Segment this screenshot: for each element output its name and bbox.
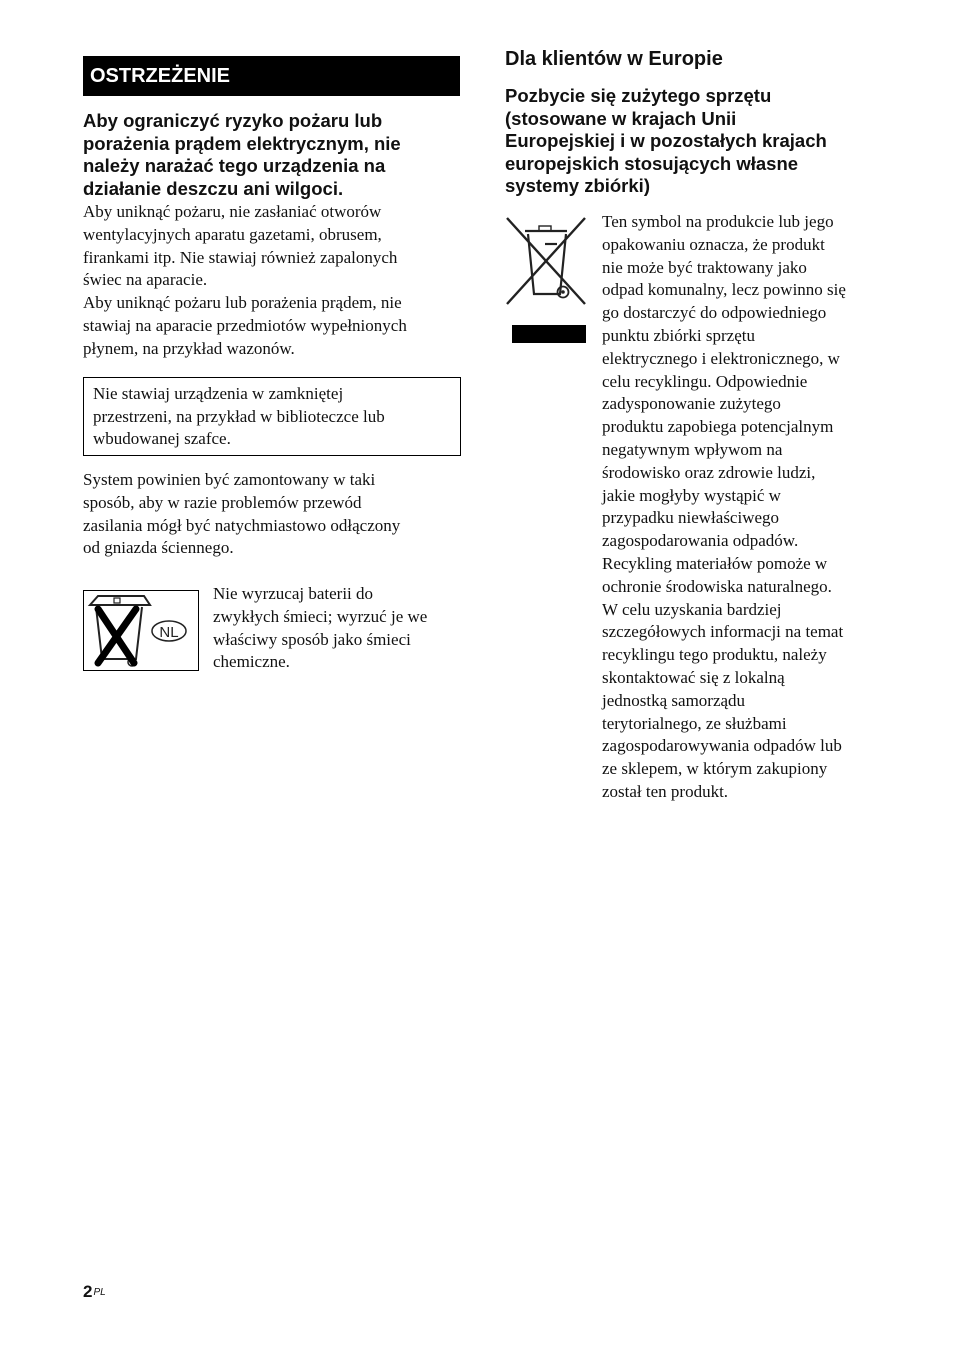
text-line: płynem, na przykład wazonów. xyxy=(83,338,295,358)
text-line: punktu zbiórki sprzętu xyxy=(602,325,755,345)
weee-bin-icon xyxy=(505,216,587,346)
text-line: Aby uniknąć pożaru lub porażenia prądem, nie xyxy=(83,293,402,313)
text-line: wbudowanej szafce. xyxy=(93,429,231,448)
heading-line: Aby ograniczyć ryzyko pożaru lub xyxy=(83,110,383,131)
text-line: opakowaniu oznacza, że produkt xyxy=(602,234,825,254)
disposal-heading xyxy=(505,85,885,198)
mounting-paragraph xyxy=(83,469,463,560)
text-line: chemiczne. xyxy=(213,652,290,672)
enclosed-space-notice xyxy=(83,377,461,456)
text-line: Nie stawiaj urządzenia w zamkniętej xyxy=(93,384,344,403)
text-line: właściwy sposób jako śmieci xyxy=(213,629,411,649)
text-line: celu recyklingu. Odpowiednie xyxy=(602,371,808,391)
text-line: recyklingu tego produktu, należy xyxy=(602,645,827,665)
page-number-value: 2 xyxy=(83,1282,93,1301)
warning-heading xyxy=(83,110,461,200)
text-line: sposób, aby w razie problemów przewód xyxy=(83,492,362,512)
text-line: Aby uniknąć pożaru, nie zasłaniać otworów xyxy=(83,202,382,221)
text-line: skontaktować się z lokalną xyxy=(602,667,785,687)
text-line: świec na aparacie. xyxy=(83,270,208,290)
text-line: zagospodarowania odpadów. xyxy=(602,531,799,551)
text-line: go dostarczyć do odpowiedniego xyxy=(602,303,827,323)
text-line: negatywnym wpływom na xyxy=(602,439,783,459)
text-line: odpad komunalny, lecz powinno się xyxy=(602,280,846,300)
text-line: System powinien być zamontowany w taki xyxy=(83,470,376,489)
text-line: został ten produkt. xyxy=(602,781,729,801)
text-line: szczegółowych informacji na temat xyxy=(602,622,844,642)
europe-title: Dla klientów w Europie xyxy=(505,48,723,70)
text-line: W celu uzyskania bardziej xyxy=(602,599,782,619)
text-line: nie może być traktowany jako xyxy=(602,257,807,277)
heading-line: europejskich stosujących własne xyxy=(505,152,799,174)
heading-line: systemy zbiórki) xyxy=(505,175,650,196)
heading-line: porażenia prądem elektrycznym, nie xyxy=(83,132,401,154)
page-number xyxy=(83,1282,106,1302)
text-line: elektrycznego i elektronicznego, w xyxy=(602,348,840,368)
heading-line: należy narażać tego urządzenia na xyxy=(83,155,386,176)
heading-line: działanie deszczu ani wilgoci. xyxy=(83,177,344,199)
text-line: od gniazda ściennego. xyxy=(83,538,234,558)
text-line: zadysponowanie zużytego xyxy=(602,394,781,414)
text-line: zwykłych śmieci; wyrzuć je we xyxy=(213,606,428,626)
battery-disposal-icon xyxy=(83,590,199,671)
text-line: jakie mogłyby wystąpić w xyxy=(602,485,781,505)
text-line: ze sklepem, w którym zakupiony xyxy=(602,759,828,779)
fire-safety-paragraph xyxy=(83,201,463,361)
text-line: Nie wyrzucaj baterii do xyxy=(213,584,374,603)
battery-paragraph xyxy=(213,583,463,674)
heading-line: (stosowane w krajach Unii xyxy=(505,107,737,129)
warning-title: OSTRZEŻENIE xyxy=(83,56,460,96)
text-line: Recykling materiałów pomoże w xyxy=(602,553,828,573)
text-line: wentylacyjnych aparatu gazetami, obrusem, xyxy=(83,224,382,244)
text-line: przypadku niewłaściwego xyxy=(602,508,780,528)
text-line: przestrzeni, na przykład w biblioteczce lub xyxy=(93,406,385,426)
heading-line: Pozbycie się zużytego sprzętu xyxy=(505,85,772,106)
text-line: środowisko oraz zdrowie ludzi, xyxy=(602,462,816,482)
text-line: ochronie środowiska naturalnego. xyxy=(602,576,832,596)
text-line: firankami itp. Nie stawiaj również zapalonych xyxy=(83,247,398,267)
text-line: Ten symbol na produkcie lub jego xyxy=(602,212,834,231)
text-line: jednostką samorządu xyxy=(602,690,746,710)
text-line: zasilania mógł być natychmiastowo odłączony xyxy=(83,515,401,535)
battery-icon-label: NL xyxy=(159,624,179,641)
text-line: stawiaj na aparacie przedmiotów wypełnionych xyxy=(83,315,407,335)
page-language-suffix: PL xyxy=(93,1287,106,1298)
weee-paragraph xyxy=(602,211,892,804)
text-line: terytorialnego, ze służbami xyxy=(602,713,787,733)
crossed-bin-icon xyxy=(84,591,198,670)
text-line: produktu zapobiega potencjalnym xyxy=(602,417,834,437)
heading-line: Europejskiej i w pozostałych krajach xyxy=(505,130,827,151)
text-line: zagospodarowywania odpadów lub xyxy=(602,736,842,756)
weee-symbol xyxy=(505,216,587,346)
